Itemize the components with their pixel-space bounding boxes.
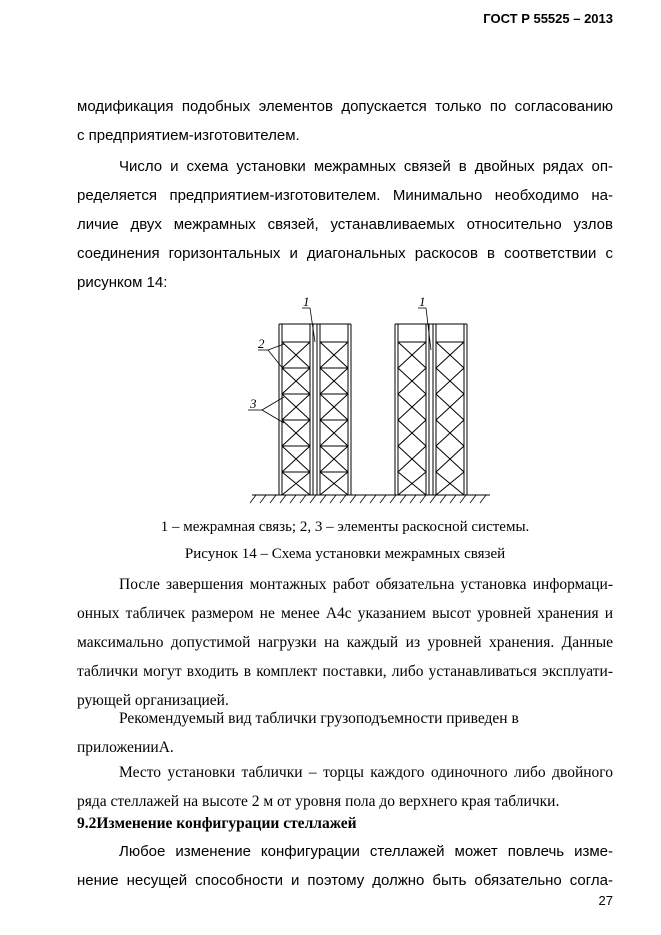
text-line: Место установки таблички – торцы каждого одиночного либо двойного: [119, 764, 613, 781]
text-line: максимально допустимой нагрузки на каждый из уровней хранения. Данные: [77, 634, 613, 651]
text-line: с предприятием-изготовителем.: [77, 127, 300, 144]
label-1-right: 1: [419, 294, 426, 309]
label-3: 3: [250, 396, 257, 411]
ground-hatching: [250, 495, 486, 503]
left-double-frame: [279, 324, 351, 495]
right-bracing-left-frame: [398, 342, 426, 495]
figure-caption: Рисунок 14 – Схема установки межрамных связей: [184, 546, 506, 562]
text-line: модификация подобных элементов допускается только по согласованию: [77, 98, 613, 115]
page-number: 27: [598, 893, 613, 908]
right-bracing-right-frame: [436, 342, 464, 495]
figure-14-diagram: [240, 290, 500, 515]
paragraph-6: [77, 837, 613, 895]
text-line: онных табличек размером не менее А4с указанием высот уровней хранения и: [77, 605, 613, 622]
text-line: личие двух межрамных связей, устанавливаемых относительно узлов: [77, 216, 613, 233]
text-line: ределяется предприятием-изготовителем. Минимально необходимо на-: [77, 187, 613, 204]
text-line: приложенииА.: [77, 739, 174, 756]
left-bracing-left-frame: [282, 342, 310, 495]
text-line: таблички могут входить в комплект поставки, либо устанавливаться эксплуати-: [77, 663, 613, 680]
text-line: Число и схема установки межрамных связей в двойных рядах оп-: [119, 158, 613, 175]
left-bracing-right-frame: [320, 342, 348, 495]
text-line: ряда стеллажей на высоте 2 м от уровня пола до верхнего края таблички.: [77, 793, 560, 810]
text-line: рисунком 14:: [77, 274, 168, 291]
leader-lines: [248, 308, 431, 423]
text-line: соединения горизонтальных и диагональных раскосов в соответствии с: [77, 245, 613, 262]
text-line: После завершения монтажных работ обязательна установка информаци-: [119, 576, 613, 593]
section-heading: 9.2Изменение конфигурации стеллажей: [77, 815, 357, 832]
paragraph-1: [77, 92, 613, 150]
label-1-left: 1: [303, 294, 310, 309]
text-line: Любое изменение конфигурации стеллажей может повлечь изме-: [119, 843, 613, 860]
document-code-header: ГОСТ Р 55525 – 2013: [483, 11, 613, 26]
text-line: Рекомендуемый вид таблички грузоподъемности приведен в: [119, 710, 519, 727]
text-line: рующей организацией.: [77, 692, 229, 709]
paragraph-2: [77, 152, 613, 297]
figure-legend: 1 – межрамная связь; 2, 3 – элементы раскосной системы.: [160, 519, 530, 535]
paragraph-3: [77, 570, 613, 715]
text-line: нение несущей способности и поэтому должно быть обязательно согла-: [77, 872, 613, 889]
label-2: 2: [258, 336, 265, 351]
paragraph-5: [77, 758, 613, 816]
paragraph-4: [77, 704, 613, 762]
